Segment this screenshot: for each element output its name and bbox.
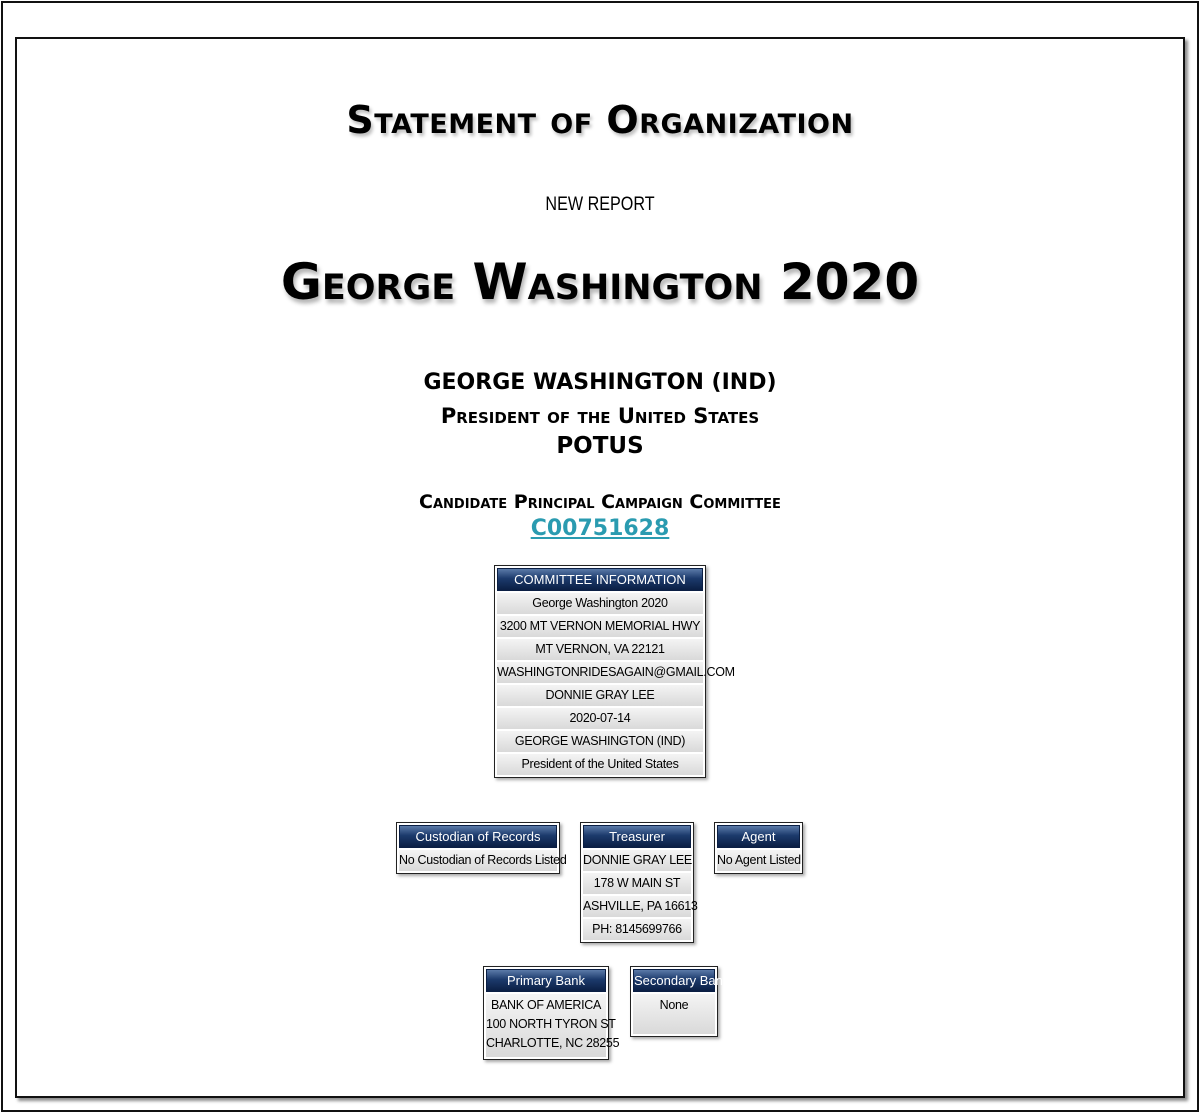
secondary-bank-box <box>630 966 730 1037</box>
committee-id-link[interactable]: C00751628 <box>530 516 670 541</box>
treasurer-city: ASHVILLE, PA 16613 <box>583 896 691 917</box>
candidate-name: GEORGE WASHINGTON (IND) <box>423 370 777 395</box>
primary-bank-street: 100 NORTH TYRON ST <box>486 1017 616 1031</box>
custodian-box <box>396 822 567 874</box>
primary-bank-details <box>486 994 620 1057</box>
committee-info-office: President of the United States <box>497 754 703 775</box>
treasurer-header: Treasurer <box>583 825 691 848</box>
primary-bank-city: CHARLOTTE, NC 28255 <box>486 1036 620 1050</box>
custodian-value: No Custodian of Records Listed <box>399 850 557 871</box>
secondary-bank-details <box>633 994 715 1034</box>
secondary-bank-value: None <box>659 998 689 1012</box>
primary-bank-header: Primary Bank <box>486 969 606 992</box>
candidate-district: POTUS <box>556 433 644 459</box>
report-type: NEW REPORT <box>545 194 655 215</box>
treasurer-street: 178 W MAIN ST <box>583 873 691 894</box>
primary-bank-box <box>483 966 620 1060</box>
committee-id <box>0 516 1200 541</box>
committee-info-city: MT VERNON, VA 22121 <box>497 639 703 660</box>
treasurer-box <box>580 822 698 943</box>
committee-info-street: 3200 MT VERNON MEMORIAL HWY <box>497 616 703 637</box>
primary-bank-name: BANK OF AMERICA <box>490 998 602 1012</box>
committee-info-treasurer: DONNIE GRAY LEE <box>497 685 703 706</box>
candidate-office: President of the United States <box>440 404 760 428</box>
document-title: Statement of Organization <box>346 98 854 142</box>
committee-name: George Washington 2020 <box>280 253 920 311</box>
agent-box <box>714 822 803 874</box>
committee-info-candidate: GEORGE WASHINGTON (IND) <box>497 731 703 752</box>
agent-header: Agent <box>717 825 800 848</box>
secondary-bank-header: Secondary Bank <box>633 969 715 992</box>
custodian-header: Custodian of Records <box>399 825 557 848</box>
treasurer-phone: PH: 8145699766 <box>583 919 691 940</box>
committee-info-date: 2020-07-14 <box>497 708 703 729</box>
committee-info-box <box>494 565 735 778</box>
committee-info-name: George Washington 2020 <box>497 593 703 614</box>
committee-designation: Candidate Principal Campaign Committee <box>419 491 781 513</box>
agent-value: No Agent Listed <box>717 850 800 871</box>
committee-info-email: WASHINGTONRIDESAGAIN@GMAIL.COM <box>497 662 703 683</box>
committee-info-header: COMMITTEE INFORMATION <box>497 568 703 591</box>
treasurer-name: DONNIE GRAY LEE <box>583 850 691 871</box>
